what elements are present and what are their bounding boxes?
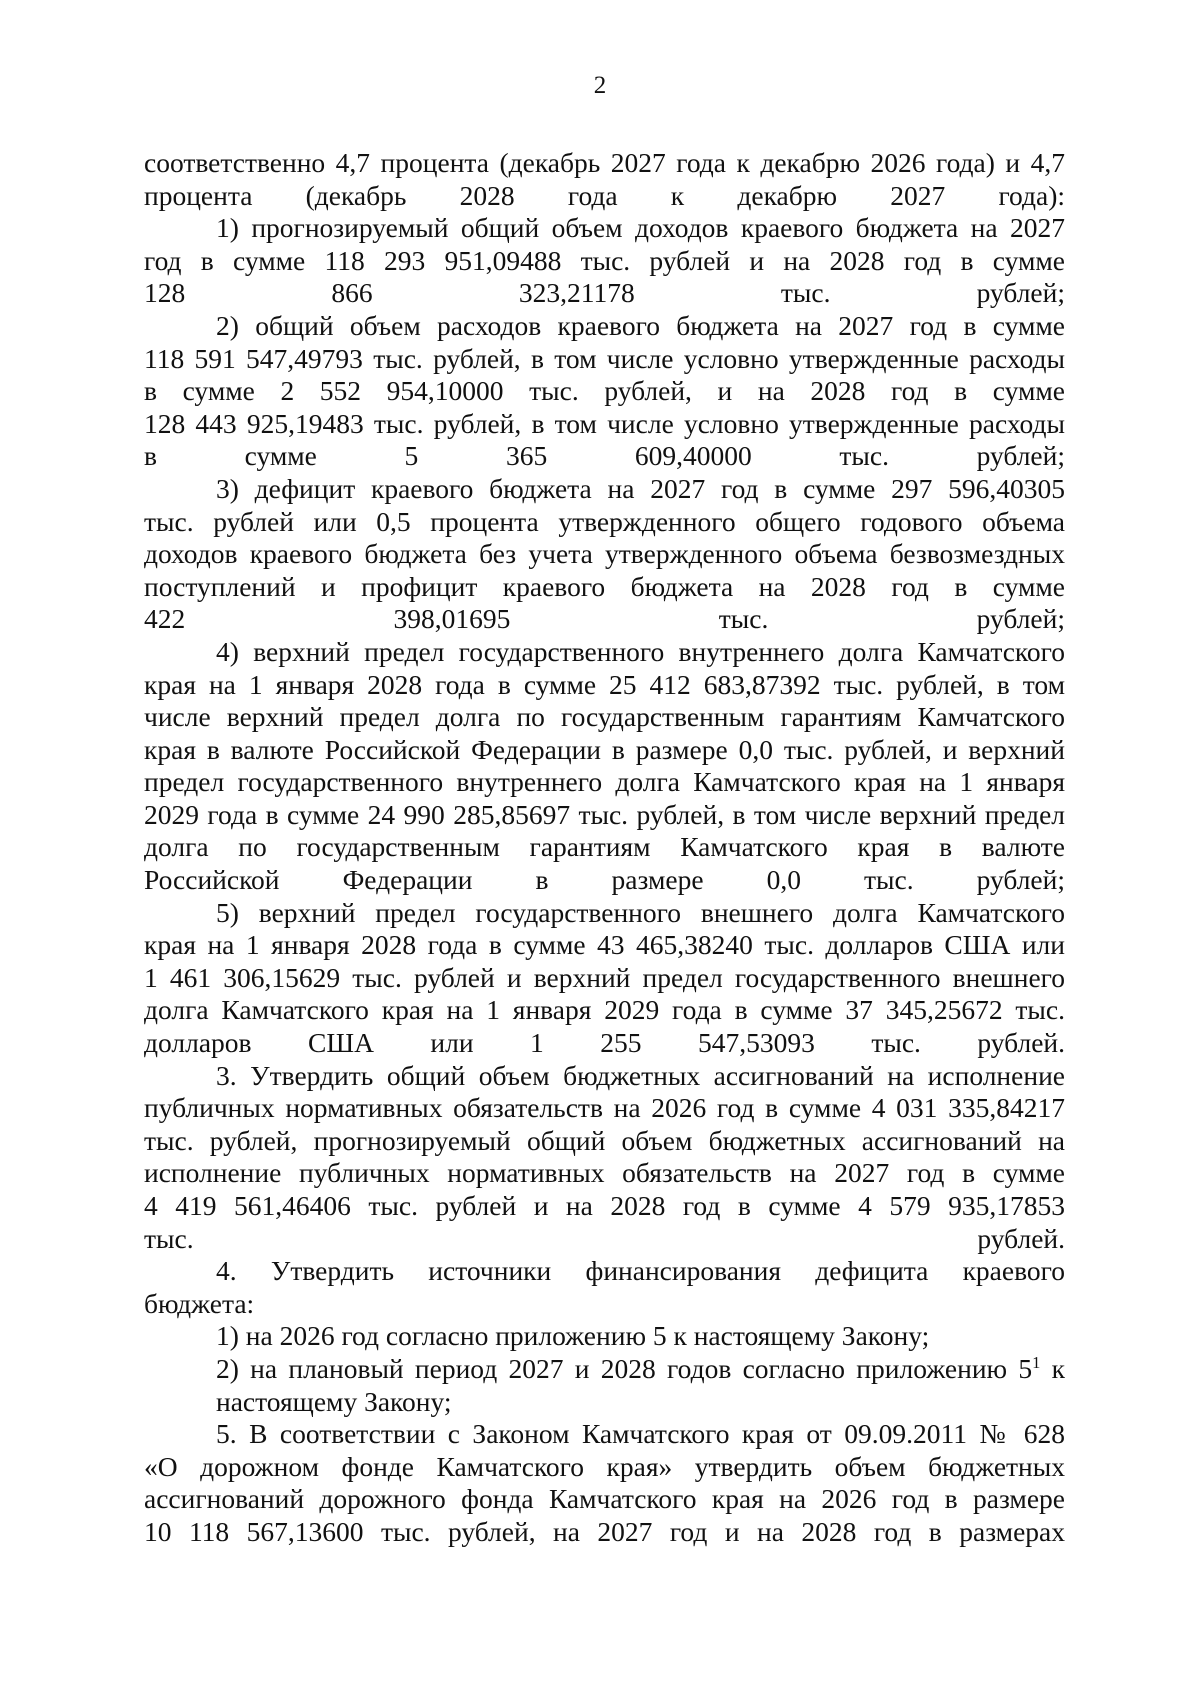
paragraph-line: Российской Федерации в размере 0,0 тыс. рублей; xyxy=(144,864,1065,896)
paragraph-line: 2) на плановый период 2027 и 2028 годов согласно приложению 5 xyxy=(216,1352,1033,1384)
paragraph xyxy=(144,1255,1065,1320)
paragraph-line: «О дорожном фонде Камчатского края» утвердить объем бюджетных xyxy=(144,1450,1065,1482)
paragraph-line: публичных нормативных обязательств на 2026 год в сумме 4 031 335,84217 xyxy=(144,1092,1065,1124)
paragraph-line: 5) верхний предел государственного внешнего долга Камчатского xyxy=(216,896,1065,928)
paragraph-line: долга Камчатского края на 1 января 2029 года в сумме 37 345,25672 тыс. xyxy=(144,994,1065,1026)
paragraph-line: в сумме 5 365 609,40000 тыс. рублей; xyxy=(144,440,1065,472)
paragraph-line: 4. Утвердить источники финансирования дефицита краевого xyxy=(216,1255,1065,1287)
paragraph-line: ассигнований дорожного фонда Камчатского края на 2026 год в размере xyxy=(144,1483,1065,1515)
paragraph-line: соответственно 4,7 процента (декабрь 2027 года к декабрю 2026 года) и 4,7 xyxy=(144,147,1065,178)
paragraph-line: 2) общий объем расходов краевого бюджета на 2027 год в сумме xyxy=(216,309,1065,341)
paragraph-line: 5. В соответствии с Законом Камчатского края от 09.09.2011 № 628 xyxy=(216,1418,1065,1450)
paragraph xyxy=(144,212,1065,310)
paragraph-line: исполнение публичных нормативных обязательств на 2027 год в сумме xyxy=(144,1157,1065,1189)
paragraph-line: в сумме 2 552 954,10000 тыс. рублей, и на 2028 год в сумме xyxy=(144,375,1065,407)
paragraph xyxy=(144,1418,1065,1548)
page-number: 2 xyxy=(593,72,607,99)
paragraph-line: 128 866 323,21178 тыс. рублей; xyxy=(144,277,1065,309)
paragraph-line: 1) на 2026 год согласно приложению 5 к настоящему Закону; xyxy=(216,1320,930,1352)
paragraph-line: год в сумме 118 293 951,09488 тыс. рублей и на 2028 год в сумме xyxy=(144,244,1065,276)
paragraph-line: 422 398,01695 тыс. рублей; xyxy=(144,603,1065,635)
paragraph-line: 1) прогнозируемый общий объем доходов краевого бюджета на 2027 xyxy=(216,212,1065,244)
paragraph-line: 10 118 567,13600 тыс. рублей, на 2027 год и на 2028 год в размерах xyxy=(144,1515,1065,1547)
paragraph xyxy=(144,147,1065,212)
paragraph-line: тыс. рублей. xyxy=(144,1222,1065,1254)
paragraph-line: 2029 года в сумме 24 990 285,85697 тыс. рублей, в том числе верхний предел xyxy=(144,798,1065,830)
paragraph-line: края на 1 января 2028 года в сумме 25 412 683,87392 тыс. рублей, в том xyxy=(144,668,1065,700)
paragraph-line: настоящему Закону; xyxy=(216,1385,452,1417)
paragraph-line: 4 419 561,46406 тыс. рублей и на 2028 год в сумме 4 579 935,17853 xyxy=(144,1190,1065,1221)
paragraph-line: 4) верхний предел государственного внутреннего долга Камчатского xyxy=(216,635,1065,667)
paragraph-line: тыс. рублей или 0,5 процента утвержденного общего годового объема xyxy=(144,505,1065,537)
paragraph-line: предел государственного внутреннего долга Камчатского края на 1 января xyxy=(144,766,1065,798)
paragraph-line: числе верхний предел долга по государственным гарантиям Камчатского xyxy=(144,701,1065,733)
paragraph-line: доходов краевого бюджета без учета утвержденного объема безвозмездных xyxy=(144,538,1065,570)
paragraph-line: края в валюте Российской Федерации в размере 0,0 тыс. рублей, и верхний xyxy=(144,733,1065,765)
superscript: 1 xyxy=(1032,1352,1041,1372)
paragraph-line: 128 443 925,19483 тыс. рублей, в том числе условно утвержденные расходы xyxy=(144,407,1065,439)
paragraph xyxy=(144,1353,1065,1418)
paragraph xyxy=(144,897,1065,1060)
paragraph-line: долга по государственным гарантиям Камчатского края в валюте xyxy=(144,831,1065,863)
paragraph xyxy=(144,310,1065,473)
paragraph-line: 3) дефицит краевого бюджета на 2027 год в сумме 297 596,40305 xyxy=(216,472,1065,504)
paragraph-line: к xyxy=(1040,1352,1065,1384)
paragraph-line: тыс. рублей, прогнозируемый общий объем бюджетных ассигнований на xyxy=(144,1124,1065,1156)
paragraph xyxy=(144,473,1065,636)
paragraph-line: 1 461 306,15629 тыс. рублей и верхний предел государственного внешнего xyxy=(144,961,1065,993)
paragraph xyxy=(144,1060,1065,1256)
paragraph-line: долларов США или 1 255 547,53093 тыс. рублей. xyxy=(144,1027,1065,1059)
paragraph-line: процента (декабрь 2028 года к декабрю 2027 года): xyxy=(144,179,1065,211)
paragraph xyxy=(144,636,1065,897)
paragraph xyxy=(144,1320,1065,1353)
document-body xyxy=(144,147,1065,1549)
paragraph-line: бюджета: xyxy=(144,1287,255,1319)
paragraph-line: 118 591 547,49793 тыс. рублей, в том числе условно утвержденные расходы xyxy=(144,342,1065,374)
paragraph-line: края на 1 января 2028 года в сумме 43 465,38240 тыс. долларов США или xyxy=(144,929,1065,961)
paragraph-line: поступлений и профицит краевого бюджета на 2028 год в сумме xyxy=(144,570,1065,602)
paragraph-line: 3. Утвердить общий объем бюджетных ассигнований на исполнение xyxy=(216,1059,1065,1091)
